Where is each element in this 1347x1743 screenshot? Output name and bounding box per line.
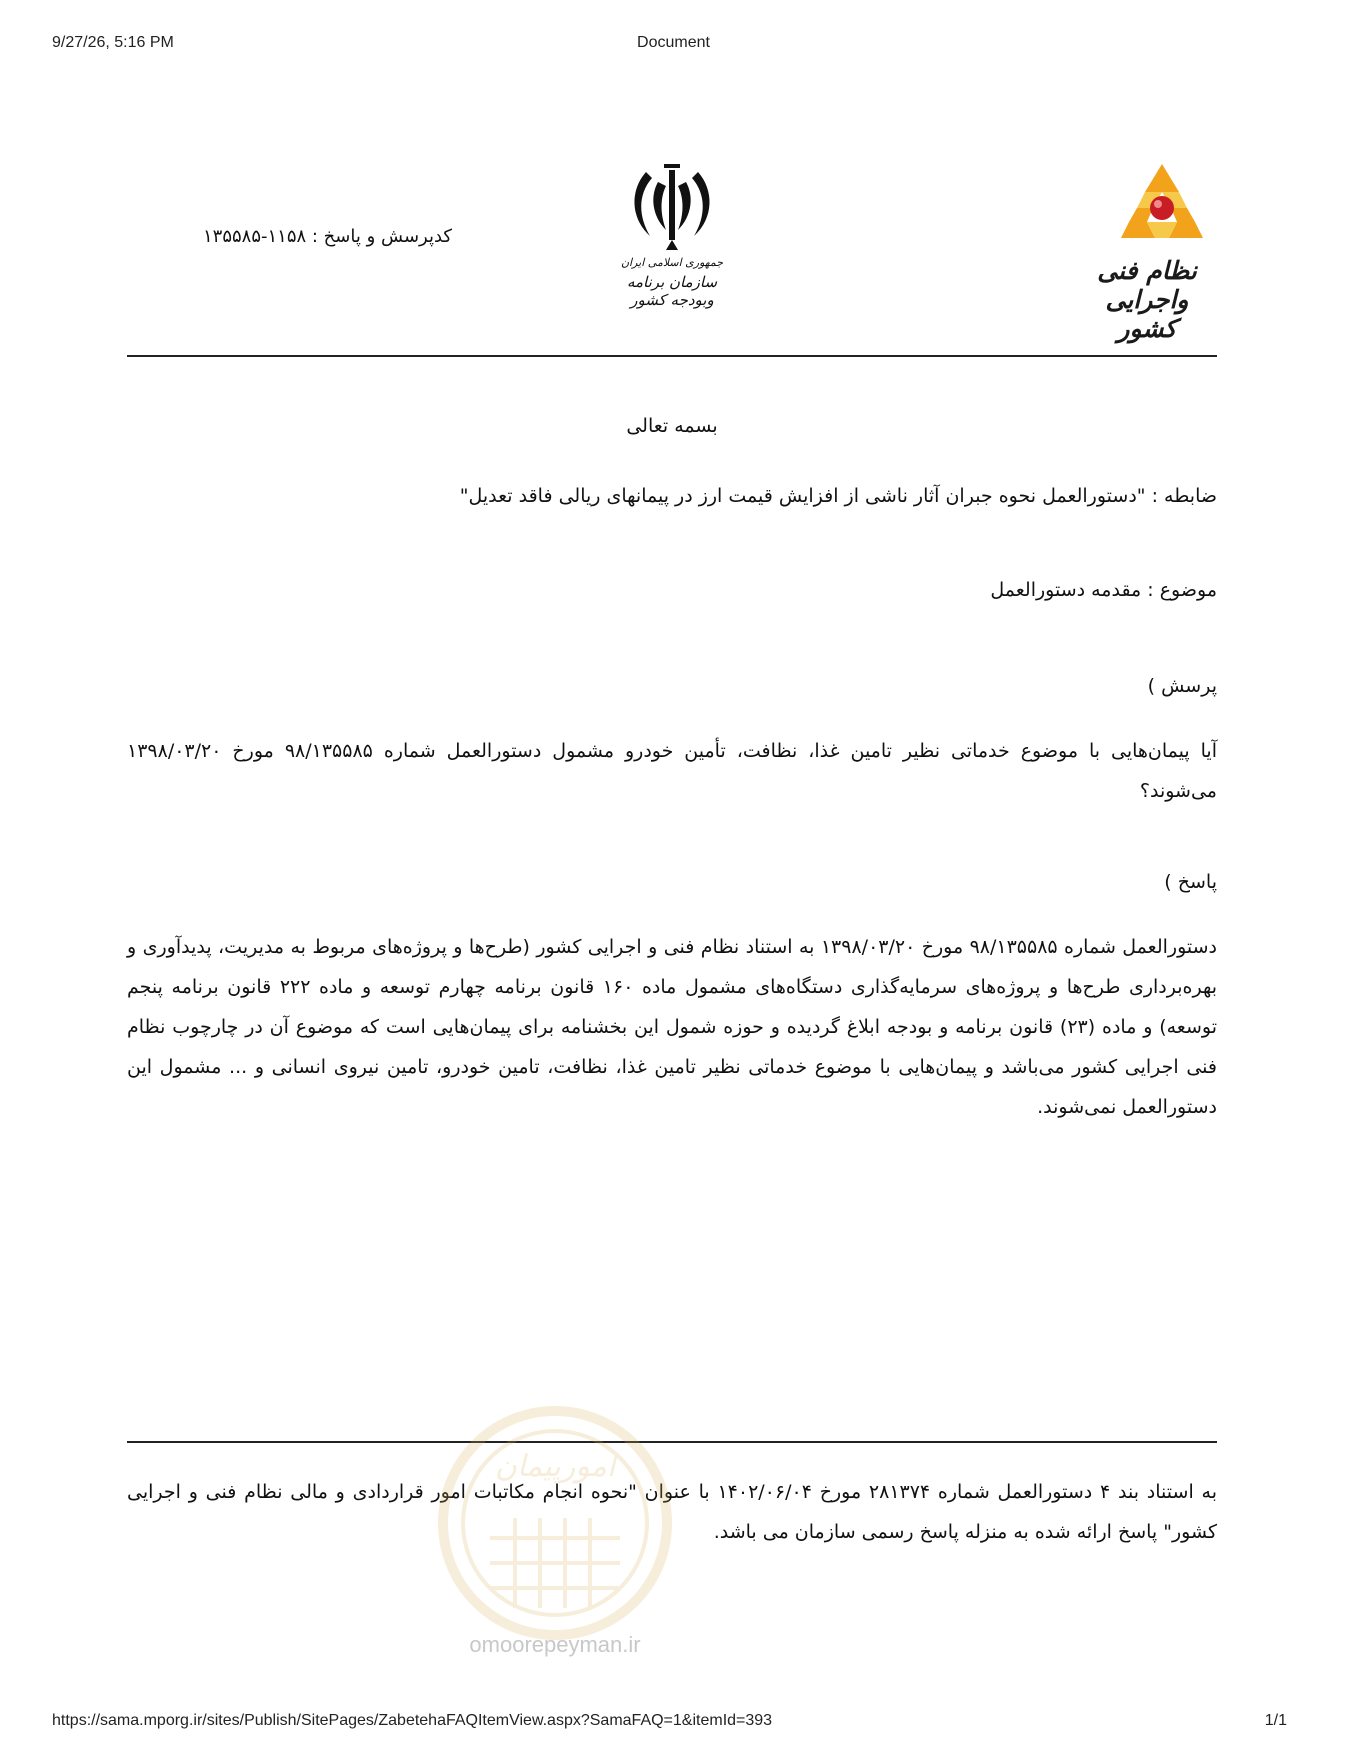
header-divider [127, 355, 1217, 357]
faq-code: کدپرسش و پاسخ : ۱۱۵۸-۱۳۵۵۸۵ [202, 226, 452, 247]
print-datetime: 9/27/26, 5:16 PM [52, 34, 174, 51]
regulation-title: ضابطه : "دستورالعمل نحوه جبران آثار ناشی از افزایش قیمت ارز در پیمانهای ریالی فاقد تعدیل" [459, 485, 1217, 507]
subject-line: موضوع : مقدمه دستورالعمل [990, 579, 1217, 601]
question-label: پرسش ) [1147, 675, 1217, 697]
mporg-logo [1077, 160, 1217, 343]
emblem-caption-line1: جمهوری اسلامی ایران [620, 256, 724, 269]
print-url: https://sama.mporg.ir/sites/Publish/SitePages/ZabetehaFAQItemView.aspx?SamaFAQ=1&itemId=393 [52, 1712, 773, 1729]
answer-label: پاسخ ) [1164, 871, 1217, 893]
pyramid-logo-icon [1117, 160, 1207, 250]
document-page [127, 0, 1217, 1743]
print-page-number: 1/1 [1264, 1712, 1287, 1729]
watermark-site: omoorepeyman.ir [469, 1632, 641, 1657]
print-document-title: Document [637, 34, 710, 51]
answer-text: دستورالعمل شماره ۹۸/۱۳۵۵۸۵ مورخ ۱۳۹۸/۰۳/۲۰ به استناد نظام فنی و اجرایی کشور (طرح‌ها و پروژه‌های مربوط به مدیریت، پدیدآوری و بهره‌برداری طرح‌ها و پروژه‌های سرمایه‌گذاری دستگاه‌های مشمول ماده ۱۶۰ قانون برنامه چهارم توسعه و ماده ۲۲۲ قانون برنامه پنجم توسعه) و ماده (۲۳) قانون برنامه و بودجه ابلاغ گردیده و حوزه شمول این بخشنامه برای پیمان‌هایی است که موضوع آن در چارچوب نظام فنی اجرایی کشور می‌باشد و پیمان‌هایی با موضوع خدماتی نظیر تامین غذا، نظافت، تامین خودرو، تامین نیروی انسانی و ... مشمول این دستورالعمل نمی‌شوند. [127, 936, 1217, 1118]
iran-emblem [607, 158, 737, 308]
footer-divider [127, 1441, 1217, 1443]
iran-emblem-icon [624, 158, 720, 254]
mporg-logo-caption: نظام فنی واجرایی کشور [1097, 256, 1197, 343]
basmala: بسمه تعالی [626, 415, 718, 437]
question-text: آیا پیمان‌هایی با موضوع خدماتی نظیر تامین غذا، نظافت، تأمین خودرو مشمول دستورالعمل شماره ۹۸/۱۳۵۵۸۵ مورخ ۱۳۹۸/۰۳/۲۰ می‌شوند؟ [127, 740, 1217, 802]
footer-note: به استناد بند ۴ دستورالعمل شماره ۲۸۱۳۷۴ مورخ ۱۴۰۲/۰۶/۰۴ با عنوان "نحوه انجام مکاتبات امور قراردادی و مالی نظام فنی و اجرایی کشور" پاسخ ارائه شده به منزله پاسخ رسمی سازمان می باشد. [127, 1481, 1217, 1543]
watermark-text: امورپیمان [494, 1449, 616, 1484]
emblem-caption-line2: سازمان برنامه وبودجه کشور [626, 273, 718, 309]
